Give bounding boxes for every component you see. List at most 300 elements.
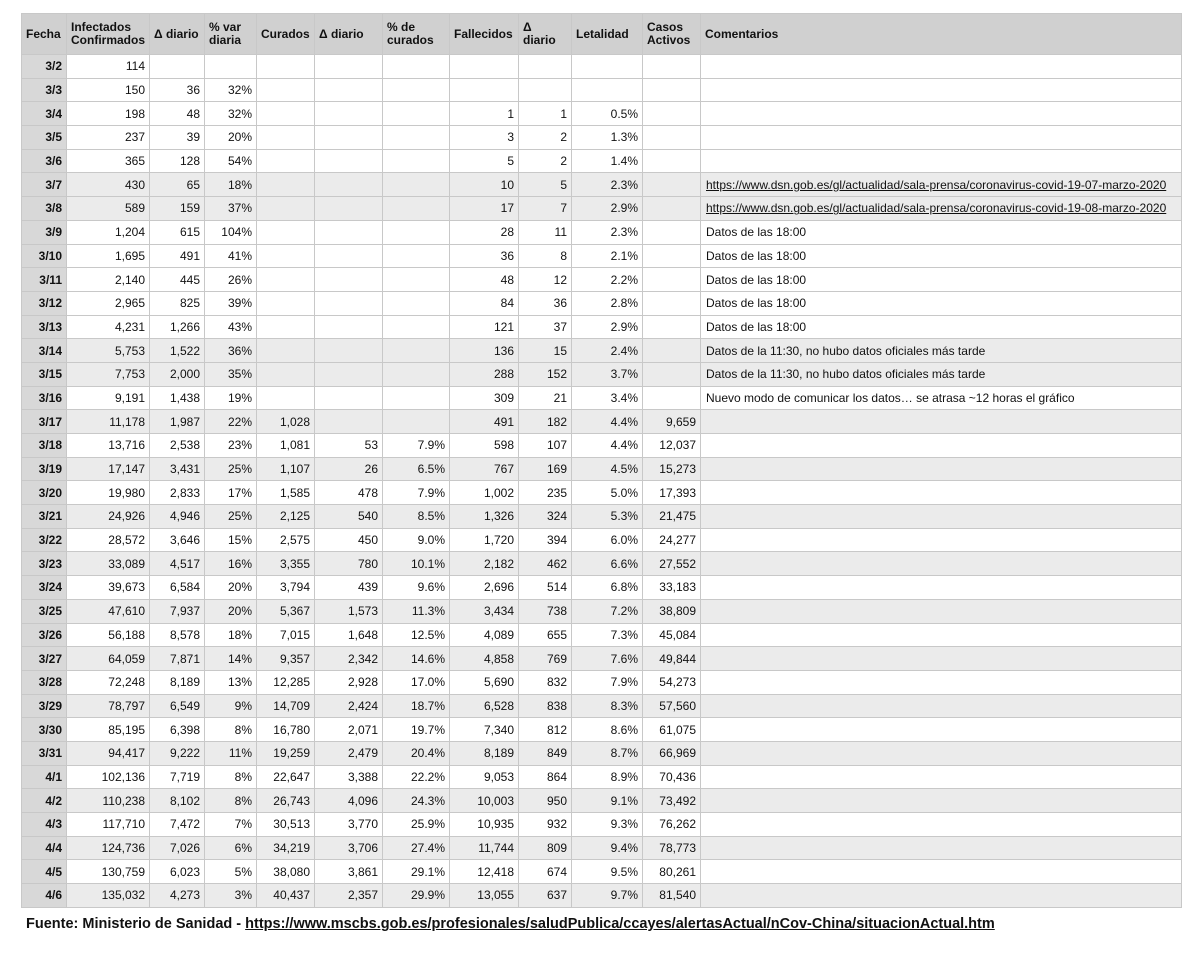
table-cell: 2,575 (257, 528, 315, 552)
comment-cell: Nuevo modo de comunicar los datos… se atrasa ~12 horas el gráfico (701, 386, 1182, 410)
table-cell: 124,736 (67, 836, 150, 860)
table-cell: 19% (205, 386, 257, 410)
table-cell: 2 (519, 126, 572, 150)
table-row (22, 126, 1182, 150)
table-cell: 136 (450, 339, 519, 363)
table-cell: 1,326 (450, 505, 519, 529)
table-cell: 6,584 (150, 576, 205, 600)
table-cell (383, 78, 450, 102)
comment-cell: Datos de las 18:00 (701, 220, 1182, 244)
table-cell (150, 55, 205, 79)
table-cell: 6.8% (572, 576, 643, 600)
table-cell (257, 197, 315, 221)
table-cell: 30,513 (257, 813, 315, 837)
table-cell: 6.6% (572, 552, 643, 576)
table-cell: 19.7% (383, 718, 450, 742)
table-cell: 4,946 (150, 505, 205, 529)
table-row (22, 505, 1182, 529)
table-cell: 17.0% (383, 670, 450, 694)
table-cell: 9.0% (383, 528, 450, 552)
date-cell: 3/3 (22, 78, 67, 102)
table-cell: 49,844 (643, 647, 701, 671)
table-cell: 22,647 (257, 765, 315, 789)
date-cell: 3/10 (22, 244, 67, 268)
table-cell: 1,028 (257, 410, 315, 434)
table-cell: 1,987 (150, 410, 205, 434)
table-cell: 1,695 (67, 244, 150, 268)
comment-cell (701, 457, 1182, 481)
table-cell: 7,472 (150, 813, 205, 837)
table-row (22, 670, 1182, 694)
table-cell: 150 (67, 78, 150, 102)
date-cell: 3/19 (22, 457, 67, 481)
header-fallecidos: Fallecidos (450, 14, 519, 55)
table-row (22, 718, 1182, 742)
table-cell: 8,578 (150, 623, 205, 647)
table-cell: 41% (205, 244, 257, 268)
table-cell: 5,690 (450, 670, 519, 694)
table-cell: 37 (519, 315, 572, 339)
table-row (22, 694, 1182, 718)
comment-cell (701, 410, 1182, 434)
table-cell: 8.7% (572, 741, 643, 765)
table-cell (257, 268, 315, 292)
table-cell (257, 149, 315, 173)
table-cell: 780 (315, 552, 383, 576)
table-cell: 6% (205, 836, 257, 860)
table-cell: 394 (519, 528, 572, 552)
table-row (22, 813, 1182, 837)
table-cell: 309 (450, 386, 519, 410)
table-cell (450, 78, 519, 102)
table-row (22, 647, 1182, 671)
table-cell: 8% (205, 765, 257, 789)
table-cell: 8 (519, 244, 572, 268)
table-cell: 9.6% (383, 576, 450, 600)
table-cell: 65 (150, 173, 205, 197)
table-cell: 6,549 (150, 694, 205, 718)
table-row (22, 197, 1182, 221)
source-label: Fuente: Ministerio de Sanidad - (26, 916, 246, 932)
table-cell: 1,522 (150, 339, 205, 363)
comment-cell (701, 694, 1182, 718)
table-cell: 19,980 (67, 481, 150, 505)
date-cell: 3/29 (22, 694, 67, 718)
comment-cell (701, 670, 1182, 694)
table-cell: 7.9% (572, 670, 643, 694)
covid-data-table (21, 13, 1182, 908)
table-cell: 2.3% (572, 220, 643, 244)
table-cell: 33,089 (67, 552, 150, 576)
table-cell: 40,437 (257, 884, 315, 908)
table-cell: 104% (205, 220, 257, 244)
table-cell: 2,342 (315, 647, 383, 671)
table-cell: 11,178 (67, 410, 150, 434)
table-cell: 7,937 (150, 599, 205, 623)
table-cell: 72,248 (67, 670, 150, 694)
table-cell: 6,023 (150, 860, 205, 884)
table-cell: 11.3% (383, 599, 450, 623)
table-cell: 24,926 (67, 505, 150, 529)
table-cell (383, 220, 450, 244)
table-row (22, 552, 1182, 576)
table-cell: 9,191 (67, 386, 150, 410)
header-pct-curados: % de curados (383, 14, 450, 55)
table-cell: 864 (519, 765, 572, 789)
table-cell: 932 (519, 813, 572, 837)
table-cell: 7.9% (383, 481, 450, 505)
table-cell: 3% (205, 884, 257, 908)
table-cell (643, 197, 701, 221)
table-cell: 237 (67, 126, 150, 150)
table-cell: 21 (519, 386, 572, 410)
table-row (22, 102, 1182, 126)
header-delta-infectados: Δ diario (150, 14, 205, 55)
table-cell (643, 102, 701, 126)
table-cell: 57,560 (643, 694, 701, 718)
date-cell: 3/21 (22, 505, 67, 529)
table-cell: 2,696 (450, 576, 519, 600)
table-cell: 812 (519, 718, 572, 742)
table-cell: 2,000 (150, 362, 205, 386)
comment-cell (701, 149, 1182, 173)
table-cell: 24,277 (643, 528, 701, 552)
table-cell: 16% (205, 552, 257, 576)
table-cell (383, 268, 450, 292)
table-cell: 767 (450, 457, 519, 481)
table-cell: 19,259 (257, 741, 315, 765)
table-row (22, 410, 1182, 434)
date-cell: 3/14 (22, 339, 67, 363)
table-cell: 3.7% (572, 362, 643, 386)
date-cell: 4/5 (22, 860, 67, 884)
comment-cell (701, 528, 1182, 552)
table-cell: 2 (519, 149, 572, 173)
table-cell: 3,861 (315, 860, 383, 884)
table-cell: 7,719 (150, 765, 205, 789)
table-cell (257, 102, 315, 126)
table-cell: 8,189 (150, 670, 205, 694)
table-cell: 1,204 (67, 220, 150, 244)
header-var-diaria: % var diaria (205, 14, 257, 55)
table-cell: 838 (519, 694, 572, 718)
date-cell: 3/12 (22, 291, 67, 315)
table-cell: 38,080 (257, 860, 315, 884)
table-cell (315, 268, 383, 292)
table-cell: 2,424 (315, 694, 383, 718)
table-cell: 37% (205, 197, 257, 221)
table-cell (315, 315, 383, 339)
date-cell: 3/28 (22, 670, 67, 694)
table-cell: 73,492 (643, 789, 701, 813)
table-cell: 22% (205, 410, 257, 434)
table-row (22, 741, 1182, 765)
table-cell (315, 149, 383, 173)
comment-cell: Datos de las 18:00 (701, 291, 1182, 315)
table-cell: 18.7% (383, 694, 450, 718)
table-cell (205, 55, 257, 79)
table-cell: 450 (315, 528, 383, 552)
table-cell: 8% (205, 789, 257, 813)
date-cell: 3/6 (22, 149, 67, 173)
table-cell: 169 (519, 457, 572, 481)
table-cell: 54,273 (643, 670, 701, 694)
table-cell: 5.0% (572, 481, 643, 505)
table-cell: 36 (519, 291, 572, 315)
table-cell: 6.5% (383, 457, 450, 481)
table-cell: 25% (205, 457, 257, 481)
date-cell: 4/3 (22, 813, 67, 837)
table-row (22, 268, 1182, 292)
header-infectados-confirmados: Infectados Confirmados (67, 14, 150, 55)
comment-cell (701, 623, 1182, 647)
table-cell: 32% (205, 78, 257, 102)
table-cell (315, 126, 383, 150)
table-cell: 2,928 (315, 670, 383, 694)
table-cell (315, 291, 383, 315)
table-cell: 10 (450, 173, 519, 197)
table-cell: 615 (150, 220, 205, 244)
table-cell (257, 244, 315, 268)
table-cell: 3,770 (315, 813, 383, 837)
comment-cell (701, 126, 1182, 150)
table-cell: 15% (205, 528, 257, 552)
table-cell: 64,059 (67, 647, 150, 671)
table-cell: 655 (519, 623, 572, 647)
table-cell: 78,797 (67, 694, 150, 718)
table-cell: 9.7% (572, 884, 643, 908)
table-cell: 43% (205, 315, 257, 339)
table-cell (257, 220, 315, 244)
comment-cell (701, 78, 1182, 102)
table-cell: 198 (67, 102, 150, 126)
table-cell (643, 362, 701, 386)
table-cell: 950 (519, 789, 572, 813)
table-cell: 117,710 (67, 813, 150, 837)
table-cell: 324 (519, 505, 572, 529)
table-cell: 832 (519, 670, 572, 694)
table-cell: 36 (150, 78, 205, 102)
table-cell (519, 78, 572, 102)
table-cell (257, 78, 315, 102)
table-cell (315, 362, 383, 386)
table-cell: 7 (519, 197, 572, 221)
table-cell: 7.2% (572, 599, 643, 623)
table-row (22, 55, 1182, 79)
date-cell: 3/15 (22, 362, 67, 386)
table-row (22, 362, 1182, 386)
table-cell: 288 (450, 362, 519, 386)
table-cell (572, 78, 643, 102)
table-cell (643, 339, 701, 363)
table-cell: 589 (67, 197, 150, 221)
comment-cell (701, 576, 1182, 600)
table-cell: 38,809 (643, 599, 701, 623)
comment-cell (701, 813, 1182, 837)
table-row (22, 765, 1182, 789)
table-cell (383, 126, 450, 150)
table-cell: 39% (205, 291, 257, 315)
table-row (22, 339, 1182, 363)
table-cell (383, 362, 450, 386)
table-cell: 1.4% (572, 149, 643, 173)
table-cell: 4.4% (572, 410, 643, 434)
comment-cell (701, 836, 1182, 860)
table-cell: 478 (315, 481, 383, 505)
table-cell: 26,743 (257, 789, 315, 813)
table-cell (257, 315, 315, 339)
date-cell: 4/1 (22, 765, 67, 789)
table-cell: 14% (205, 647, 257, 671)
date-cell: 3/18 (22, 434, 67, 458)
table-cell (257, 362, 315, 386)
table-cell (315, 173, 383, 197)
table-cell: 7.9% (383, 434, 450, 458)
table-cell: 674 (519, 860, 572, 884)
table-cell: 14,709 (257, 694, 315, 718)
table-cell: 54% (205, 149, 257, 173)
comment-link[interactable]: https://www.dsn.gob.es/gl/actualidad/sala-prensa/coronavirus-covid-19-08-marzo-2020 (701, 197, 1182, 221)
table-cell (315, 410, 383, 434)
table-cell: 18% (205, 173, 257, 197)
table-cell: 25.9% (383, 813, 450, 837)
table-cell: 20% (205, 126, 257, 150)
table-cell: 8,189 (450, 741, 519, 765)
date-cell: 3/2 (22, 55, 67, 79)
table-cell: 3,431 (150, 457, 205, 481)
table-cell: 1,002 (450, 481, 519, 505)
comment-cell: Datos de las 18:00 (701, 268, 1182, 292)
comment-cell (701, 718, 1182, 742)
table-cell (315, 386, 383, 410)
table-row (22, 860, 1182, 884)
table-cell: 61,075 (643, 718, 701, 742)
table-cell: 17,393 (643, 481, 701, 505)
date-cell: 4/4 (22, 836, 67, 860)
table-cell: 29.1% (383, 860, 450, 884)
table-cell: 1.3% (572, 126, 643, 150)
table-cell: 39,673 (67, 576, 150, 600)
table-cell: 84 (450, 291, 519, 315)
table-cell: 540 (315, 505, 383, 529)
comment-cell (701, 599, 1182, 623)
table-cell: 4.4% (572, 434, 643, 458)
table-body (22, 55, 1182, 908)
table-cell: 8.5% (383, 505, 450, 529)
table-cell: 6,528 (450, 694, 519, 718)
table-cell: 35% (205, 362, 257, 386)
date-cell: 3/17 (22, 410, 67, 434)
table-cell: 12,037 (643, 434, 701, 458)
table-cell: 33,183 (643, 576, 701, 600)
table-cell: 53 (315, 434, 383, 458)
table-cell (643, 78, 701, 102)
comment-cell (701, 647, 1182, 671)
comment-cell (701, 505, 1182, 529)
table-cell (257, 55, 315, 79)
table-cell: 4,231 (67, 315, 150, 339)
table-cell: 32% (205, 102, 257, 126)
date-cell: 3/7 (22, 173, 67, 197)
table-cell (643, 268, 701, 292)
table-cell: 4,273 (150, 884, 205, 908)
table-cell: 9,222 (150, 741, 205, 765)
table-row (22, 623, 1182, 647)
table-cell: 85,195 (67, 718, 150, 742)
table-cell: 7,015 (257, 623, 315, 647)
table-cell: 11,744 (450, 836, 519, 860)
table-cell: 11 (519, 220, 572, 244)
table-cell: 235 (519, 481, 572, 505)
table-cell (257, 173, 315, 197)
table-cell (643, 315, 701, 339)
table-cell: 7.3% (572, 623, 643, 647)
table-cell: 56,188 (67, 623, 150, 647)
table-row (22, 457, 1182, 481)
table-cell: 462 (519, 552, 572, 576)
table-cell (315, 220, 383, 244)
table-cell: 2.1% (572, 244, 643, 268)
table-cell: 4,096 (315, 789, 383, 813)
table-row (22, 149, 1182, 173)
table-cell: 7% (205, 813, 257, 837)
table-cell: 1,438 (150, 386, 205, 410)
table-cell (643, 386, 701, 410)
table-cell: 78,773 (643, 836, 701, 860)
table-cell (383, 197, 450, 221)
table-cell (572, 55, 643, 79)
header-delta-curados: Δ diario (315, 14, 383, 55)
table-cell: 5 (450, 149, 519, 173)
table-row (22, 576, 1182, 600)
table-cell: 5,753 (67, 339, 150, 363)
table-cell: 182 (519, 410, 572, 434)
table-cell: 13,055 (450, 884, 519, 908)
date-cell: 4/6 (22, 884, 67, 908)
table-cell: 10,935 (450, 813, 519, 837)
comment-cell: Datos de la 11:30, no hubo datos oficiales más tarde (701, 362, 1182, 386)
table-cell: 8.6% (572, 718, 643, 742)
comment-cell (701, 741, 1182, 765)
source-link[interactable]: https://www.mscbs.gob.es/profesionales/saludPublica/ccayes/alertasActual/nCov-China/situacionActual.htm (245, 916, 995, 932)
header-curados: Curados (257, 14, 315, 55)
table-cell: 2,140 (67, 268, 150, 292)
table-cell: 36% (205, 339, 257, 363)
table-cell: 2,538 (150, 434, 205, 458)
table-cell: 598 (450, 434, 519, 458)
comment-link[interactable]: https://www.dsn.gob.es/gl/actualidad/sala-prensa/coronavirus-covid-19-07-marzo-2020 (701, 173, 1182, 197)
comment-cell (701, 434, 1182, 458)
comment-cell (701, 481, 1182, 505)
table-cell: 7,871 (150, 647, 205, 671)
table-cell (257, 291, 315, 315)
table-cell: 2,182 (450, 552, 519, 576)
header-casos-activos: Casos Activos (643, 14, 701, 55)
table-cell: 27.4% (383, 836, 450, 860)
table-cell: 637 (519, 884, 572, 908)
table-cell: 4,858 (450, 647, 519, 671)
header-letalidad: Letalidad (572, 14, 643, 55)
date-cell: 3/30 (22, 718, 67, 742)
date-cell: 3/23 (22, 552, 67, 576)
comment-cell (701, 789, 1182, 813)
table-cell (383, 410, 450, 434)
table-cell (383, 149, 450, 173)
table-cell: 3,646 (150, 528, 205, 552)
table-cell: 17% (205, 481, 257, 505)
table-cell: 738 (519, 599, 572, 623)
table-cell: 0.5% (572, 102, 643, 126)
